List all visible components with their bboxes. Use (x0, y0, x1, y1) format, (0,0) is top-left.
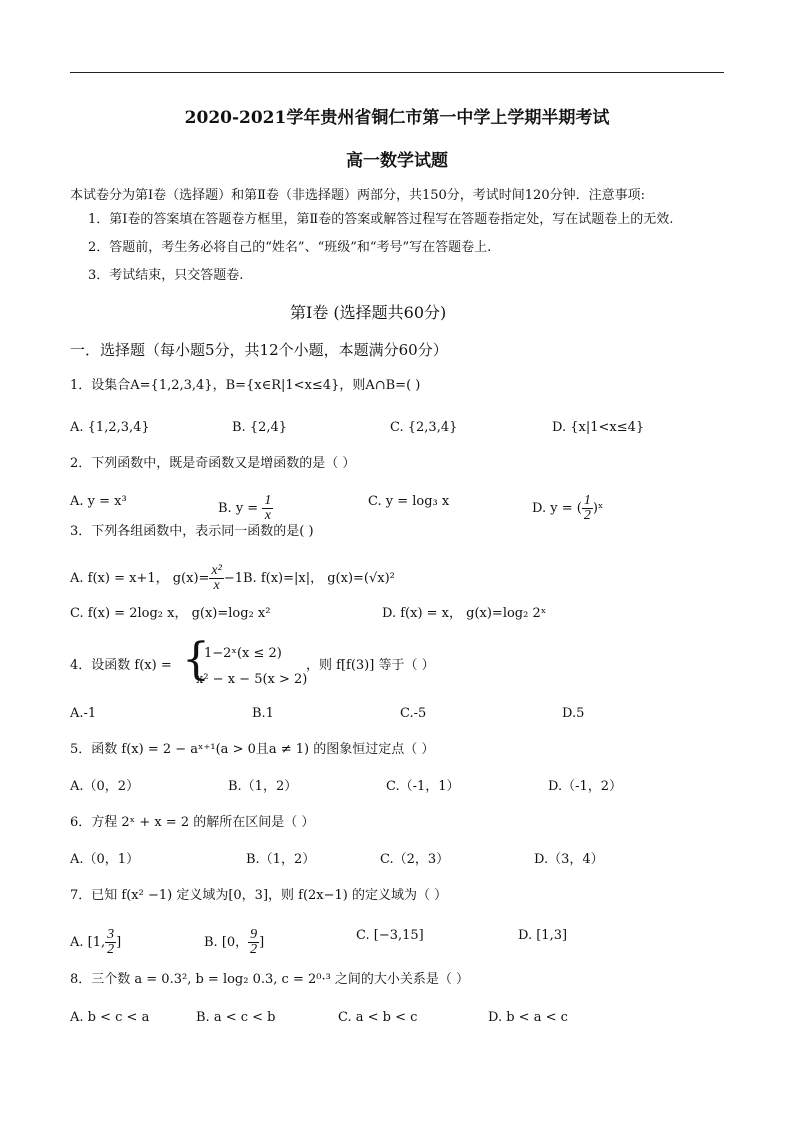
fraction: $\frac{1}{x}$ (264, 493, 272, 523)
header-rule (70, 72, 724, 73)
piecewise-case-1: 1−2ˣ(x ≤ 2) (204, 646, 282, 661)
fraction: $\frac{3}{2}$ (107, 927, 115, 957)
q8-option-b: B. a < c < b (196, 1010, 276, 1025)
q1-option-b: B. {2,4} (232, 420, 288, 435)
q5-option-a: A.（0，2） (70, 779, 140, 794)
piecewise-brace: { (182, 634, 210, 685)
q4-option-d: D.5 (562, 706, 585, 721)
fraction: $\frac{1}{2}$ (583, 493, 591, 523)
q2-option-b: B. y = $\frac{1}{x}$ (218, 493, 272, 523)
instruction-item: 1．第Ⅰ卷的答案填在答题卷方框里，第Ⅱ卷的答案或解答过程写在答题卷指定处，写在试题卷上的无效. (88, 212, 674, 227)
q8-option-a: A. b < c < a (70, 1010, 150, 1025)
question-7-stem: 7．已知 f(x² −1) 定义域为[0，3]，则 f(2x−1) 的定义域为（ ） (70, 888, 448, 903)
q3-option-a: A. f(x) = x+1， g(x)= $\frac{\text{x²}}{x}$ −1B. f(x)=|x|， g(x)=(√x)² (70, 563, 395, 593)
fraction: $\frac{\text{x²}}{x}$ (211, 563, 222, 593)
q2-option-a: A. y = x³ (70, 494, 127, 509)
q6-option-a: A.（0，1） (70, 852, 140, 867)
q2-option-d: D. y = ( $\frac{1}{2}$ )ˣ (532, 493, 604, 523)
q7-option-b: B. [0， $\frac{9}{2}$ ] (204, 927, 265, 957)
q1-option-a: A. {1,2,3,4} (70, 420, 150, 435)
q4-option-c: C.-5 (400, 706, 427, 721)
q7-option-c: C. [−3,15] (356, 928, 424, 943)
piecewise-case-2: x² − x − 5(x > 2) (196, 672, 308, 687)
q4-option-b: B.1 (252, 706, 274, 721)
question-4-stem-start: 4．设函数 f(x) = (70, 658, 172, 673)
q3-option-c: C. f(x) = 2log₂ x， g(x)=log₂ x² (70, 606, 271, 621)
q8-option-c: C. a < b < c (338, 1010, 418, 1025)
question-2-stem: 2．下列函数中，既是奇函数又是增函数的是（ ） (70, 456, 356, 471)
q6-option-b: B.（1，2） (246, 852, 316, 867)
q6-option-d: D.（3，4） (534, 852, 604, 867)
page-title: 2020-2021学年贵州省铜仁市第一中学上学期半期考试 (184, 108, 610, 128)
q8-option-d: D. b < a < c (488, 1010, 568, 1025)
q5-option-b: B.（1，2） (228, 779, 298, 794)
q1-option-c: C. {2,3,4} (390, 420, 458, 435)
q1-option-d: D. {x|1<x≤4} (552, 420, 645, 435)
question-5-stem: 5．函数 f(x) = 2 − aˣ⁺¹(a > 0且a ≠ 1) 的图象恒过定点（ ） (70, 742, 435, 757)
question-1-stem: 1．设集合A={1,2,3,4}，B={x∈R|1<x≤4}，则A∩B=( ) (70, 378, 421, 393)
q7-option-d: D. [1,3] (518, 928, 568, 943)
instructions-intro: 本试卷分为第Ⅰ卷（选择题）和第Ⅱ卷（非选择题）两部分，共150分，考试时间120分钟．注意事项: (70, 188, 645, 203)
section-heading: 一．选择题（每小题5分，共12个小题，本题满分60分） (70, 341, 448, 359)
question-3-stem: 3．下列各组函数中，表示同一函数的是( ) (70, 524, 314, 539)
q5-option-c: C.（-1，1） (386, 779, 460, 794)
question-8-stem: 8．三个数 a = 0.3², b = log₂ 0.3, c = 2⁰·³ 之间的大小关系是（ ） (70, 972, 470, 987)
q6-option-c: C.（2，3） (380, 852, 450, 867)
question-6-stem: 6．方程 2ˣ + x = 2 的解所在区间是（ ） (70, 815, 315, 830)
instruction-item: 3．考试结束，只交答题卷. (88, 268, 244, 283)
page-subtitle: 高一数学试题 (346, 151, 448, 171)
q3-option-d: D. f(x) = x， g(x)=log₂ 2ˣ (382, 606, 547, 621)
q2-option-c: C. y = log₃ x (368, 494, 450, 509)
q4-option-a: A.-1 (70, 706, 97, 721)
question-4-stem-end: ，则 f[f(3)] 等于（ ） (306, 658, 435, 673)
part-heading: 第Ⅰ卷 (选择题共60分) (290, 303, 447, 322)
instruction-item: 2．答题前，考生务必将自己的“姓名”、“班级”和“考号”写在答题卷上. (88, 240, 492, 255)
fraction: $\frac{9}{2}$ (250, 927, 258, 957)
q5-option-d: D.（-1，2） (548, 779, 623, 794)
q7-option-a: A. [1, $\frac{3}{2}$ ] (70, 927, 122, 957)
